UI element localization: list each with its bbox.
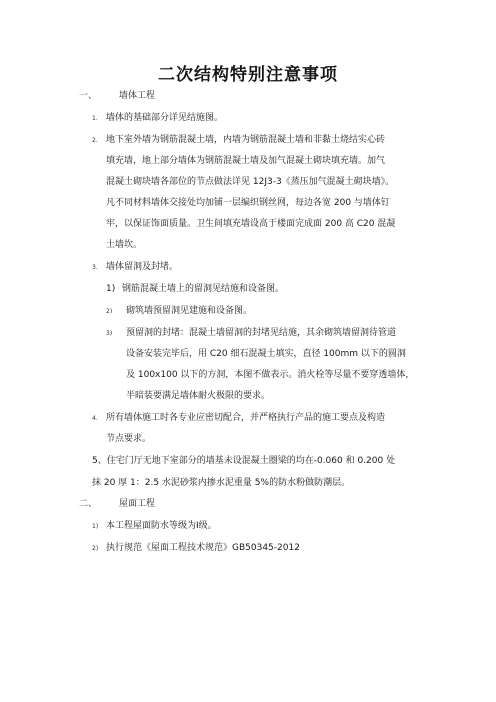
item-number: 2) [92, 545, 99, 552]
wall-item-4-line: 节点要求。 [106, 434, 152, 444]
wall-item-3 [92, 259, 178, 272]
subitem-number: 1) [106, 284, 116, 294]
page-title: 二次结构特别注意事项 [158, 65, 338, 85]
wall-item-2 [92, 132, 385, 145]
section-number: 二、 [79, 499, 98, 509]
wall-subitem-1 [106, 281, 284, 294]
item-number: 4. [92, 415, 98, 422]
wall-subitem-3-line: 设备安装完毕后，用 C20 细石混凝土填实，直径 100mm 以下的圆洞 [126, 349, 406, 359]
section-label: 墙体工程 [119, 91, 156, 101]
wall-subitem-3-line: 半暗装要满足墙体耐火极限的要求。 [126, 391, 271, 401]
section-number: 一、 [79, 91, 98, 101]
wall-item-2-line: 凡不同材料墙体交接处均加铺一层编织钢丝网，每边各宽 200 与墙体钉 [106, 198, 390, 208]
subitem-text: 砌筑墙预留洞见建施和设备图。 [126, 306, 253, 316]
wall-item-5: 5、住宅门厅无地下室部分的墙基未设混凝土圈梁的均在-0.060 和 0.200 处 [92, 456, 396, 466]
subitem-number: 3) [106, 330, 113, 337]
wall-subitem-2 [106, 303, 252, 316]
wall-item-1 [92, 110, 223, 123]
wall-item-4 [92, 410, 385, 423]
item-number: 2. [92, 137, 98, 144]
item-number: 1. [92, 115, 98, 122]
subitem-text: 预留洞的封堵：混凝土墙留洞的封堵见结施，其余砌筑墙留洞待管道 [126, 328, 397, 338]
item-text: 墙体的基础部分详见结施图。 [106, 113, 224, 123]
item-text: 执行规范《屋面工程技术规范》GB50345-2012 [106, 543, 300, 553]
section-heading-wall [79, 88, 155, 101]
item-text: 所有墙体施工时各专业应密切配合，并严格执行产品的施工要点及构造 [106, 413, 386, 423]
wall-item-2-line: 土墙坎。 [106, 240, 143, 250]
wall-item-2-line: 牢，以保证饰面质量。卫生间填充墙设高于楼面完成面 200 高 C20 混凝 [106, 219, 396, 229]
wall-item-5-line: 抹 20 厚 1：2.5 水泥砂浆内掺水泥重量 5%的防水粉做防潮层。 [92, 478, 351, 488]
item-text: 墙体留洞及封堵。 [106, 262, 179, 272]
subitem-text: 钢筋混凝土墙上的留洞见结施和设备图。 [122, 284, 285, 294]
wall-subitem-3-line: 及 100x100 以下的方洞，本图不做表示。消火栓等尽量不要穿透墙体， [126, 370, 415, 380]
item-number: 1) [92, 523, 99, 530]
subitem-number: 2) [106, 308, 113, 315]
wall-subitem-3 [106, 325, 396, 338]
section-label: 屋面工程 [119, 499, 156, 509]
wall-item-2-line: 混凝土砌块墙各部位的节点做法详见 12J3-3《蒸压加气混凝土砌块墙》。 [106, 177, 395, 187]
item-text: 本工程屋面防水等级为Ⅰ级。 [106, 521, 217, 531]
roof-item-2 [92, 540, 300, 553]
wall-item-2-line: 填充墙，地上部分墙体为钢筋混凝土墙及加气混凝土砌块填充墙。加气 [106, 156, 386, 166]
roof-item-1 [92, 518, 217, 531]
item-text: 地下室外墙为钢筋混凝土墙，内墙为钢筋混凝土墙和非黏土烧结实心砖 [106, 135, 386, 145]
item-number: 3. [92, 264, 98, 271]
section-heading-roof [79, 496, 155, 509]
